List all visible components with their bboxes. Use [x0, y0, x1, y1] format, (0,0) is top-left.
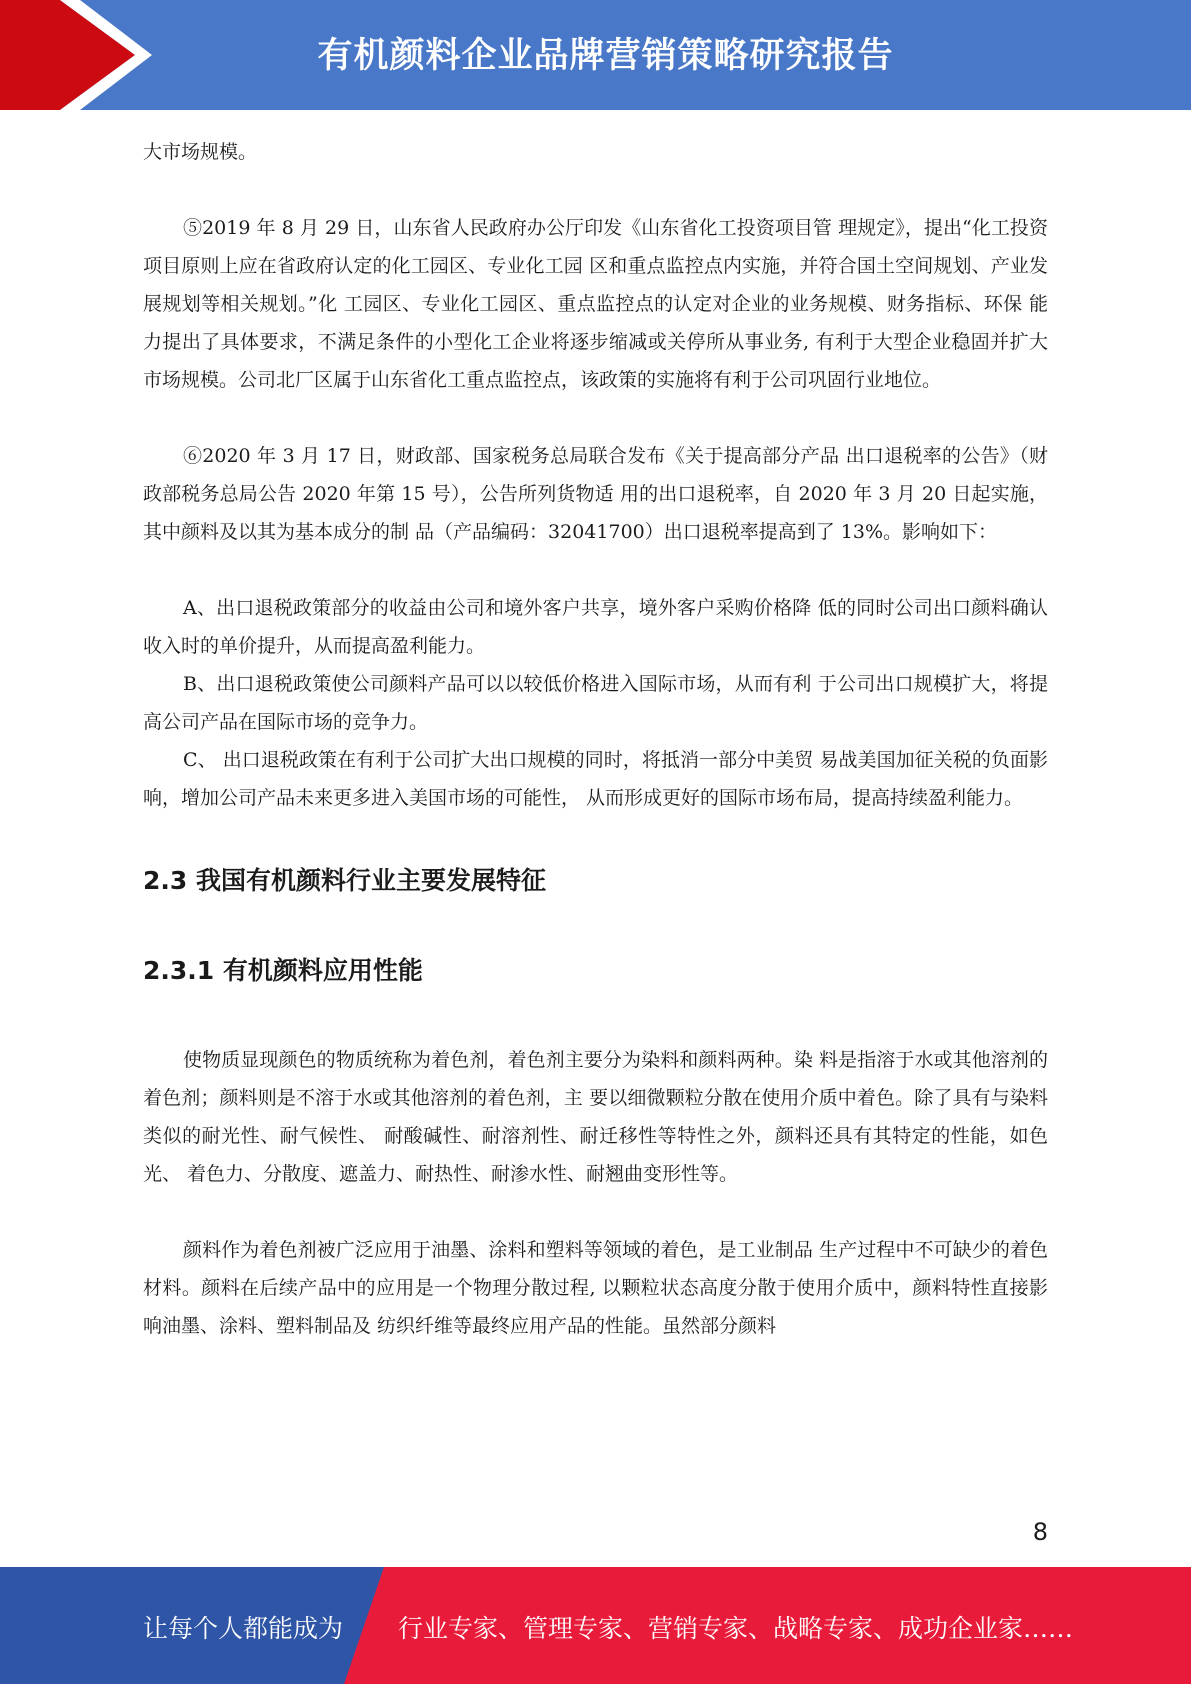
section-heading-2-3: 2.3 我国有机颜料行业主要发展特征: [143, 866, 546, 895]
paragraph-impact-a: A、出口退税政策部分的收益由公司和境外客户共享，境外客户采购价格降 低的同时公司出口颜料确认收入时的单价提升，从而提高盈利能力。: [143, 597, 1048, 657]
paragraph-colorants: 使物质显现颜色的物质统称为着色剂，着色剂主要分为染料和颜料两种。染 料是指溶于水或其他溶剂的着色剂；颜料则是不溶于水或其他溶剂的着色剂，主 要以细微颗粒分散在使用介质中着色。除了具有与染料类似的耐光性、耐气候性、 耐酸碱性、耐溶剂性、耐迁移性等特性之外，颜料还具有其特定的性能，如色光、 着色力、分散度、遮盖力、耐热性、耐渗水性、耐翘曲变形性等。: [143, 1049, 1048, 1185]
section-heading-2-3-1: 2.3.1 有机颜料应用性能: [143, 956, 423, 985]
footer-slogan-right: 行业专家、管理专家、营销专家、战略专家、成功企业家……: [398, 1614, 1074, 1643]
page-footer: [0, 1567, 1191, 1684]
paragraph-impact-c: C、 出口退税政策在有利于公司扩大出口规模的同时，将抵消一部分中美贸 易战美国加征关税的负面影响，增加公司产品未来更多进入美国市场的可能性， 从而形成更好的国际市场布局，提高持续盈利能力。: [143, 749, 1048, 809]
paragraph-impact-b: B、出口退税政策使公司颜料产品可以以较低价格进入国际市场，从而有利 于公司出口规模扩大，将提高公司产品在国际市场的竞争力。: [143, 673, 1048, 733]
page-header: [0, 0, 1191, 110]
paragraph-policy-5: ⑤2019 年 8 月 29 日，山东省人民政府办公厅印发《山东省化工投资项目管 理规定》，提出“化工投资项目原则上应在省政府认定的化工园区、专业化工园 区和重点监控点内实施，并符合国土空间规划、产业发展规划等相关规划。”化 工园区、专业化工园区、重点监控点的认定对企业的业务规模、财务指标、环保 能力提出了具体要求，不满足条件的小型化工企业将逐步缩减或关停所从事业务, 有利于大型企业稳固并扩大市场规模。公司北厂区属于山东省化工重点监控点，该政策的实施将有利于公司巩固行业地位。: [143, 217, 1048, 391]
paragraph-continued: 大市场规模。: [143, 141, 258, 163]
page-content: [143, 133, 1048, 1345]
report-title: 有机颜料企业品牌营销策略研究报告: [317, 36, 894, 76]
footer-slogan-left: 让每个人都能成为: [143, 1614, 344, 1643]
paragraph-policy-6: ⑥2020 年 3 月 17 日，财政部、国家税务总局联合发布《关于提高部分产品 出口退税率的公告》（财政部税务总局公告 2020 年第 15 号），公告所列货物适 用的出口退税率，自 2020 年 3 月 20 日起实施，其中颜料及以其为基本成分的制 品（产品编码：32041700）出口退税率提高到了 13%。影响如下：: [143, 445, 1048, 543]
page-number: 8: [1032, 1518, 1048, 1546]
paragraph-pigment-usage: 颜料作为着色剂被广泛应用于油墨、涂料和塑料等领域的着色，是工业制品 生产过程中不可缺少的着色材料。颜料在后续产品中的应用是一个物理分散过程, 以颗粒状态高度分散于使用介质中，颜料特性直接影响油墨、涂料、塑料制品及 纺织纤维等最终应用产品的性能。虽然部分颜料: [143, 1239, 1048, 1337]
